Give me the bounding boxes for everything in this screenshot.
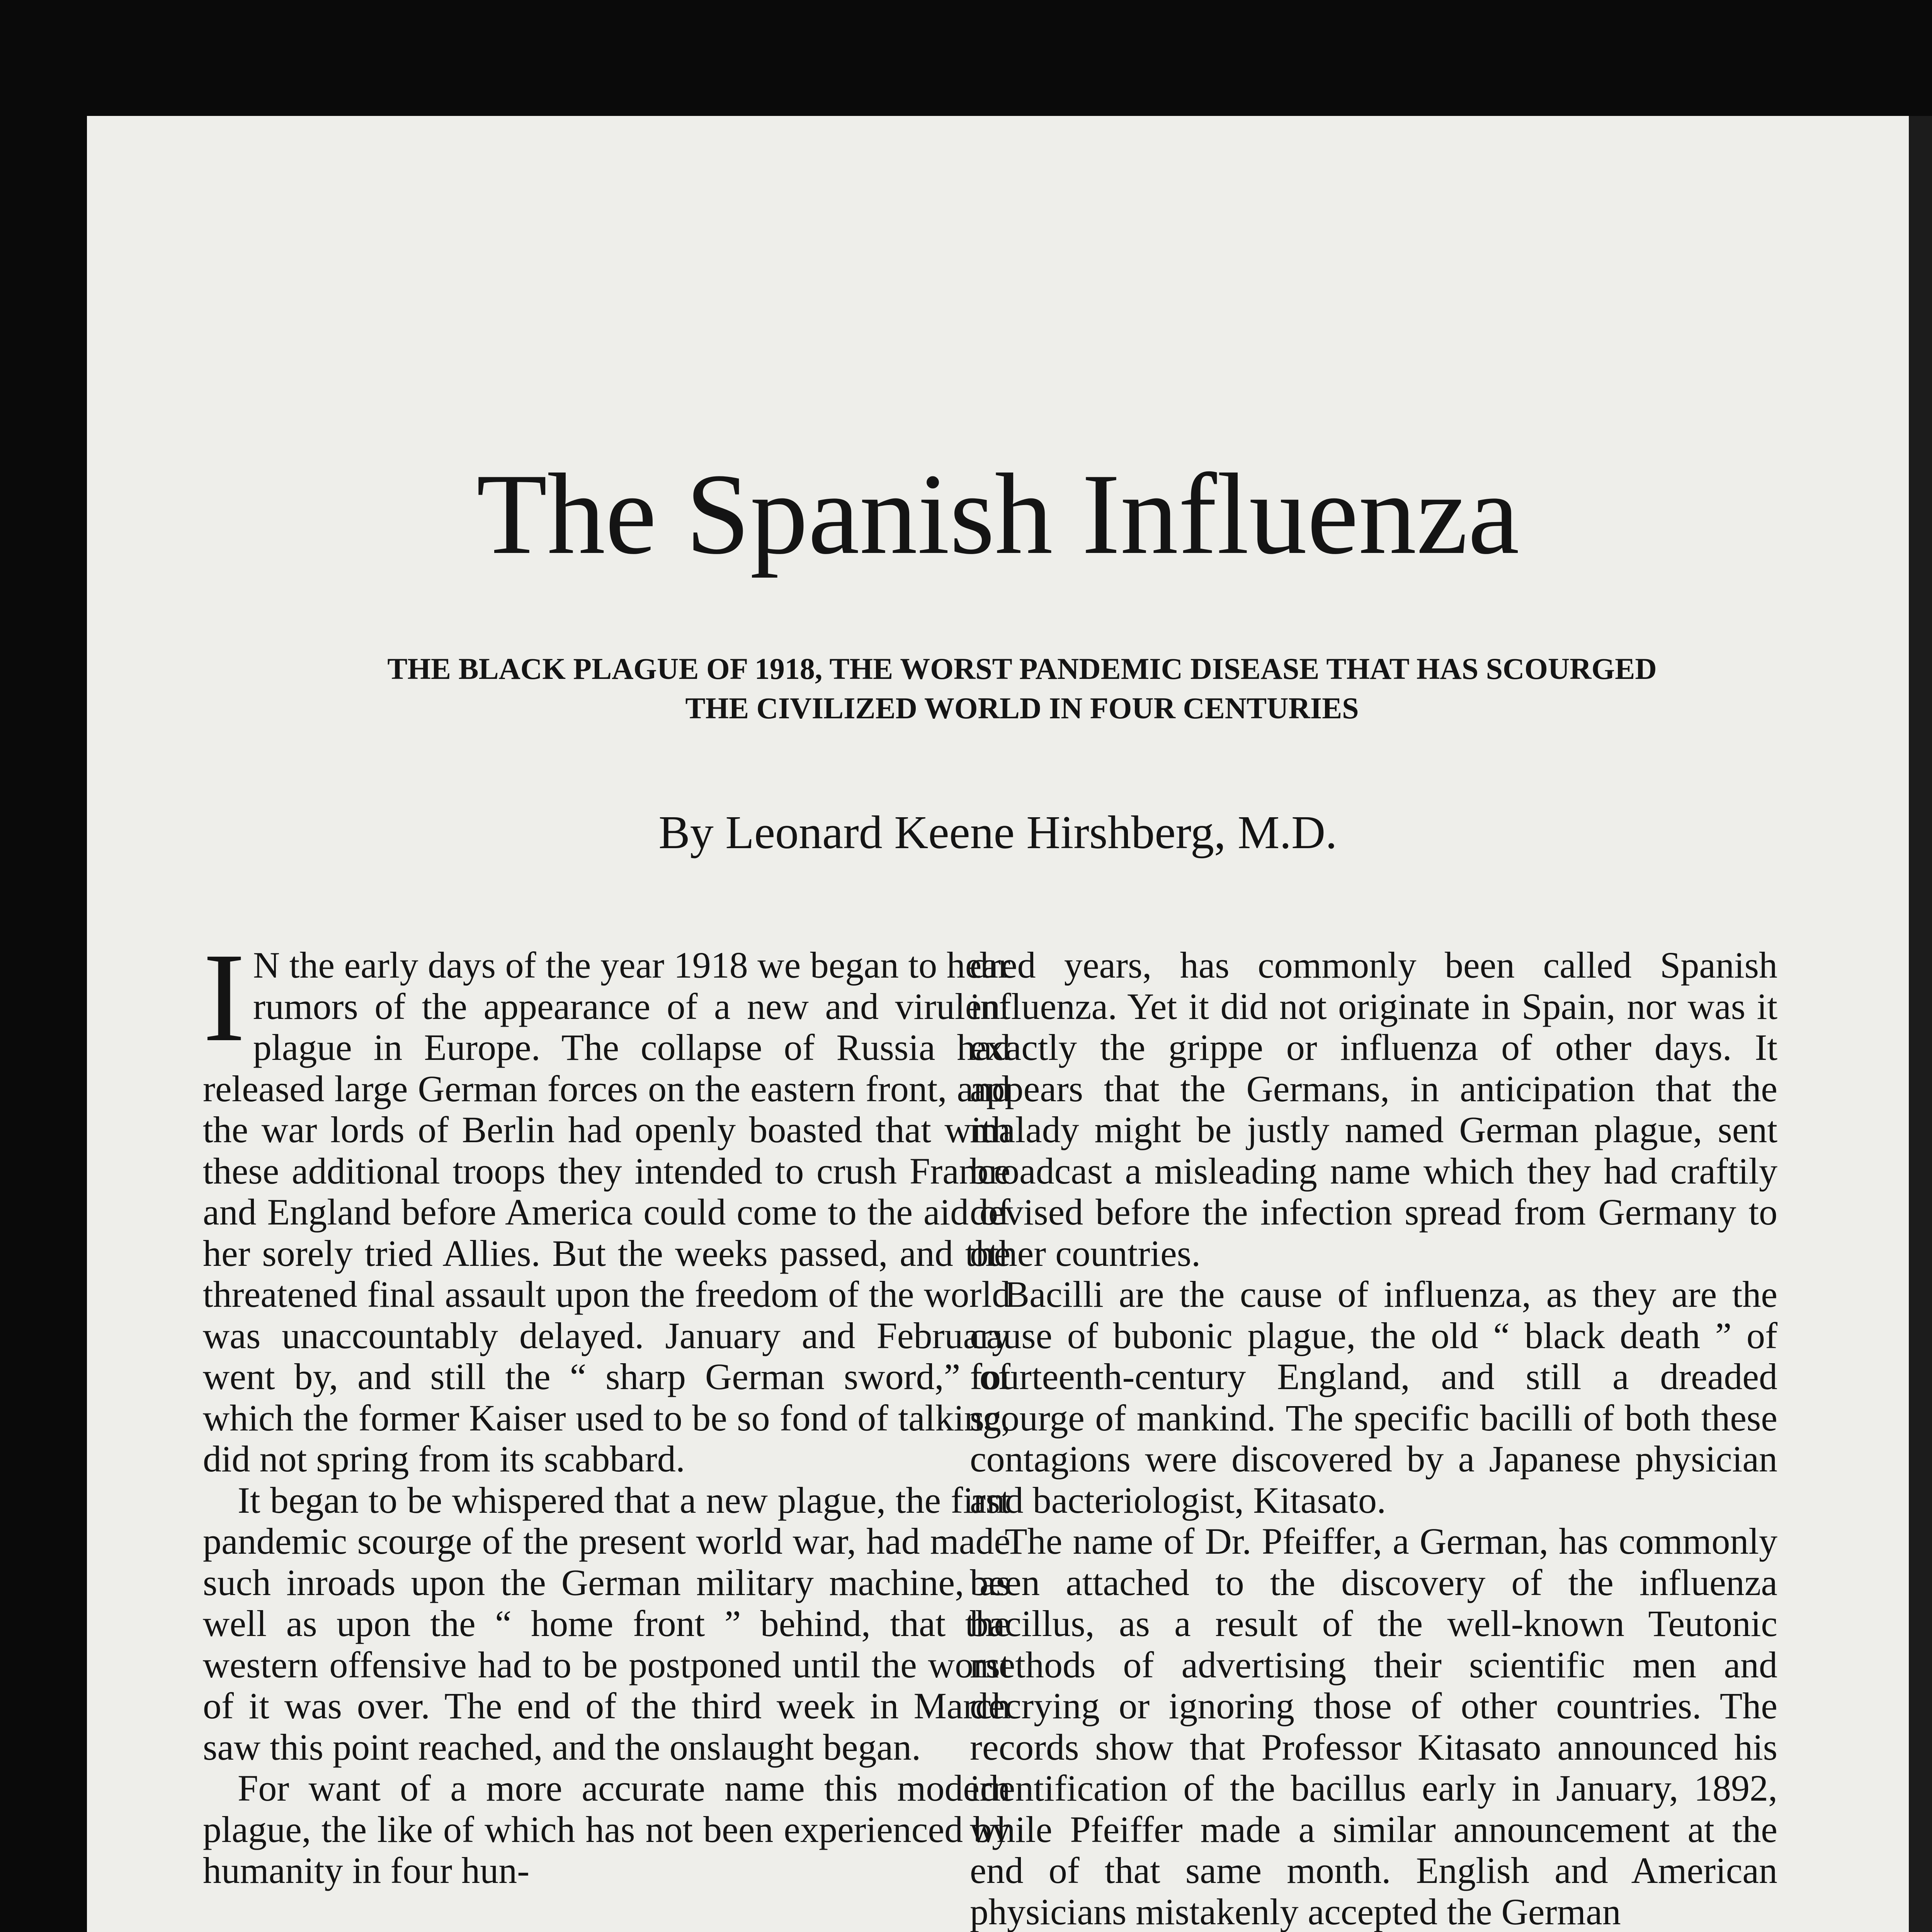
article-byline: By Leonard Keene Hirshberg, M.D. xyxy=(658,806,1337,859)
article-title: The Spanish Influenza xyxy=(476,450,1520,578)
paragraph-5: Bacilli are the cause of influenza, as they are the cause of bubonic plague, the old “ black death ” of fourteenth-century England, and still a dreaded scourge of mankind. The specific bacilli of both these contagions were discovered by a Japanese physician and bacteriologist, Kitasato. xyxy=(970,1274,1777,1521)
drop-cap: I xyxy=(203,927,245,1068)
subtitle-line-1: THE BLACK PLAGUE OF 1918, THE WORST PANDEMIC DISEASE THAT HAS SCOURGED xyxy=(387,652,1657,685)
paragraph-6: The name of Dr. Pfeiffer, a German, has commonly been attached to the discovery of the influenza bacillus, as a result of the well-known Teutonic methods of advertising their scientific men and decrying or ignoring those of other countries. The records show that Professor Kitasato announced his identification of the bacillus early in January, 1892, while Pfeiffer made a similar announcement at the end of that same month. English and American physicians mistakenly accepted the German xyxy=(970,1520,1777,1932)
article-subtitle xyxy=(257,649,1787,728)
right-column xyxy=(970,945,1777,1932)
paragraph-2: It began to be whispered that a new plague, the first pandemic scourge of the present world war, had made such inroads upon the German military machine, as well as upon the “ home front ” behind, that the western offensive had to be postponed until the worst of it was over. The end of the third week in March saw this point reached, and the onslaught began. xyxy=(203,1479,1010,1768)
paragraph-1-text: N the early days of the year 1918 we began to hear rumors of the appearance of a new and virulent plague in Europe. The collapse of Russia had released large German forces on the eastern front, and the war lords of Berlin had openly boasted that with these additional troops they intended to crush France and England before America could come to the aid of her sorely tried Allies. But the weeks passed, and the threatened final assault upon the freedom of the world was unaccountably delayed. January and February went by, and still the “ sharp German sword,” of which the former Kaiser used to be so fond of talking, did not spring from its scabbard. xyxy=(203,944,1010,1480)
paragraph-1 xyxy=(203,927,1010,1480)
next-page-edge xyxy=(1909,116,1932,1932)
magazine-page xyxy=(87,116,1909,1932)
paragraph-3: For want of a more accurate name this modern plague, the like of which has not been experienced by humanity in four hun- xyxy=(203,1767,1010,1891)
subtitle-line-2: THE CIVILIZED WORLD IN FOUR CENTURIES xyxy=(685,691,1359,725)
left-column xyxy=(203,927,1010,1891)
paragraph-4: dred years, has commonly been called Spanish influenza. Yet it did not originate in Spain, nor was it exactly the grippe or influenza of other days. It appears that the Germans, in anticipation that the malady might be justly named German plague, sent broadcast a misleading name which they had craftily devised before the infection spread from Germany to other countries. xyxy=(970,944,1777,1274)
